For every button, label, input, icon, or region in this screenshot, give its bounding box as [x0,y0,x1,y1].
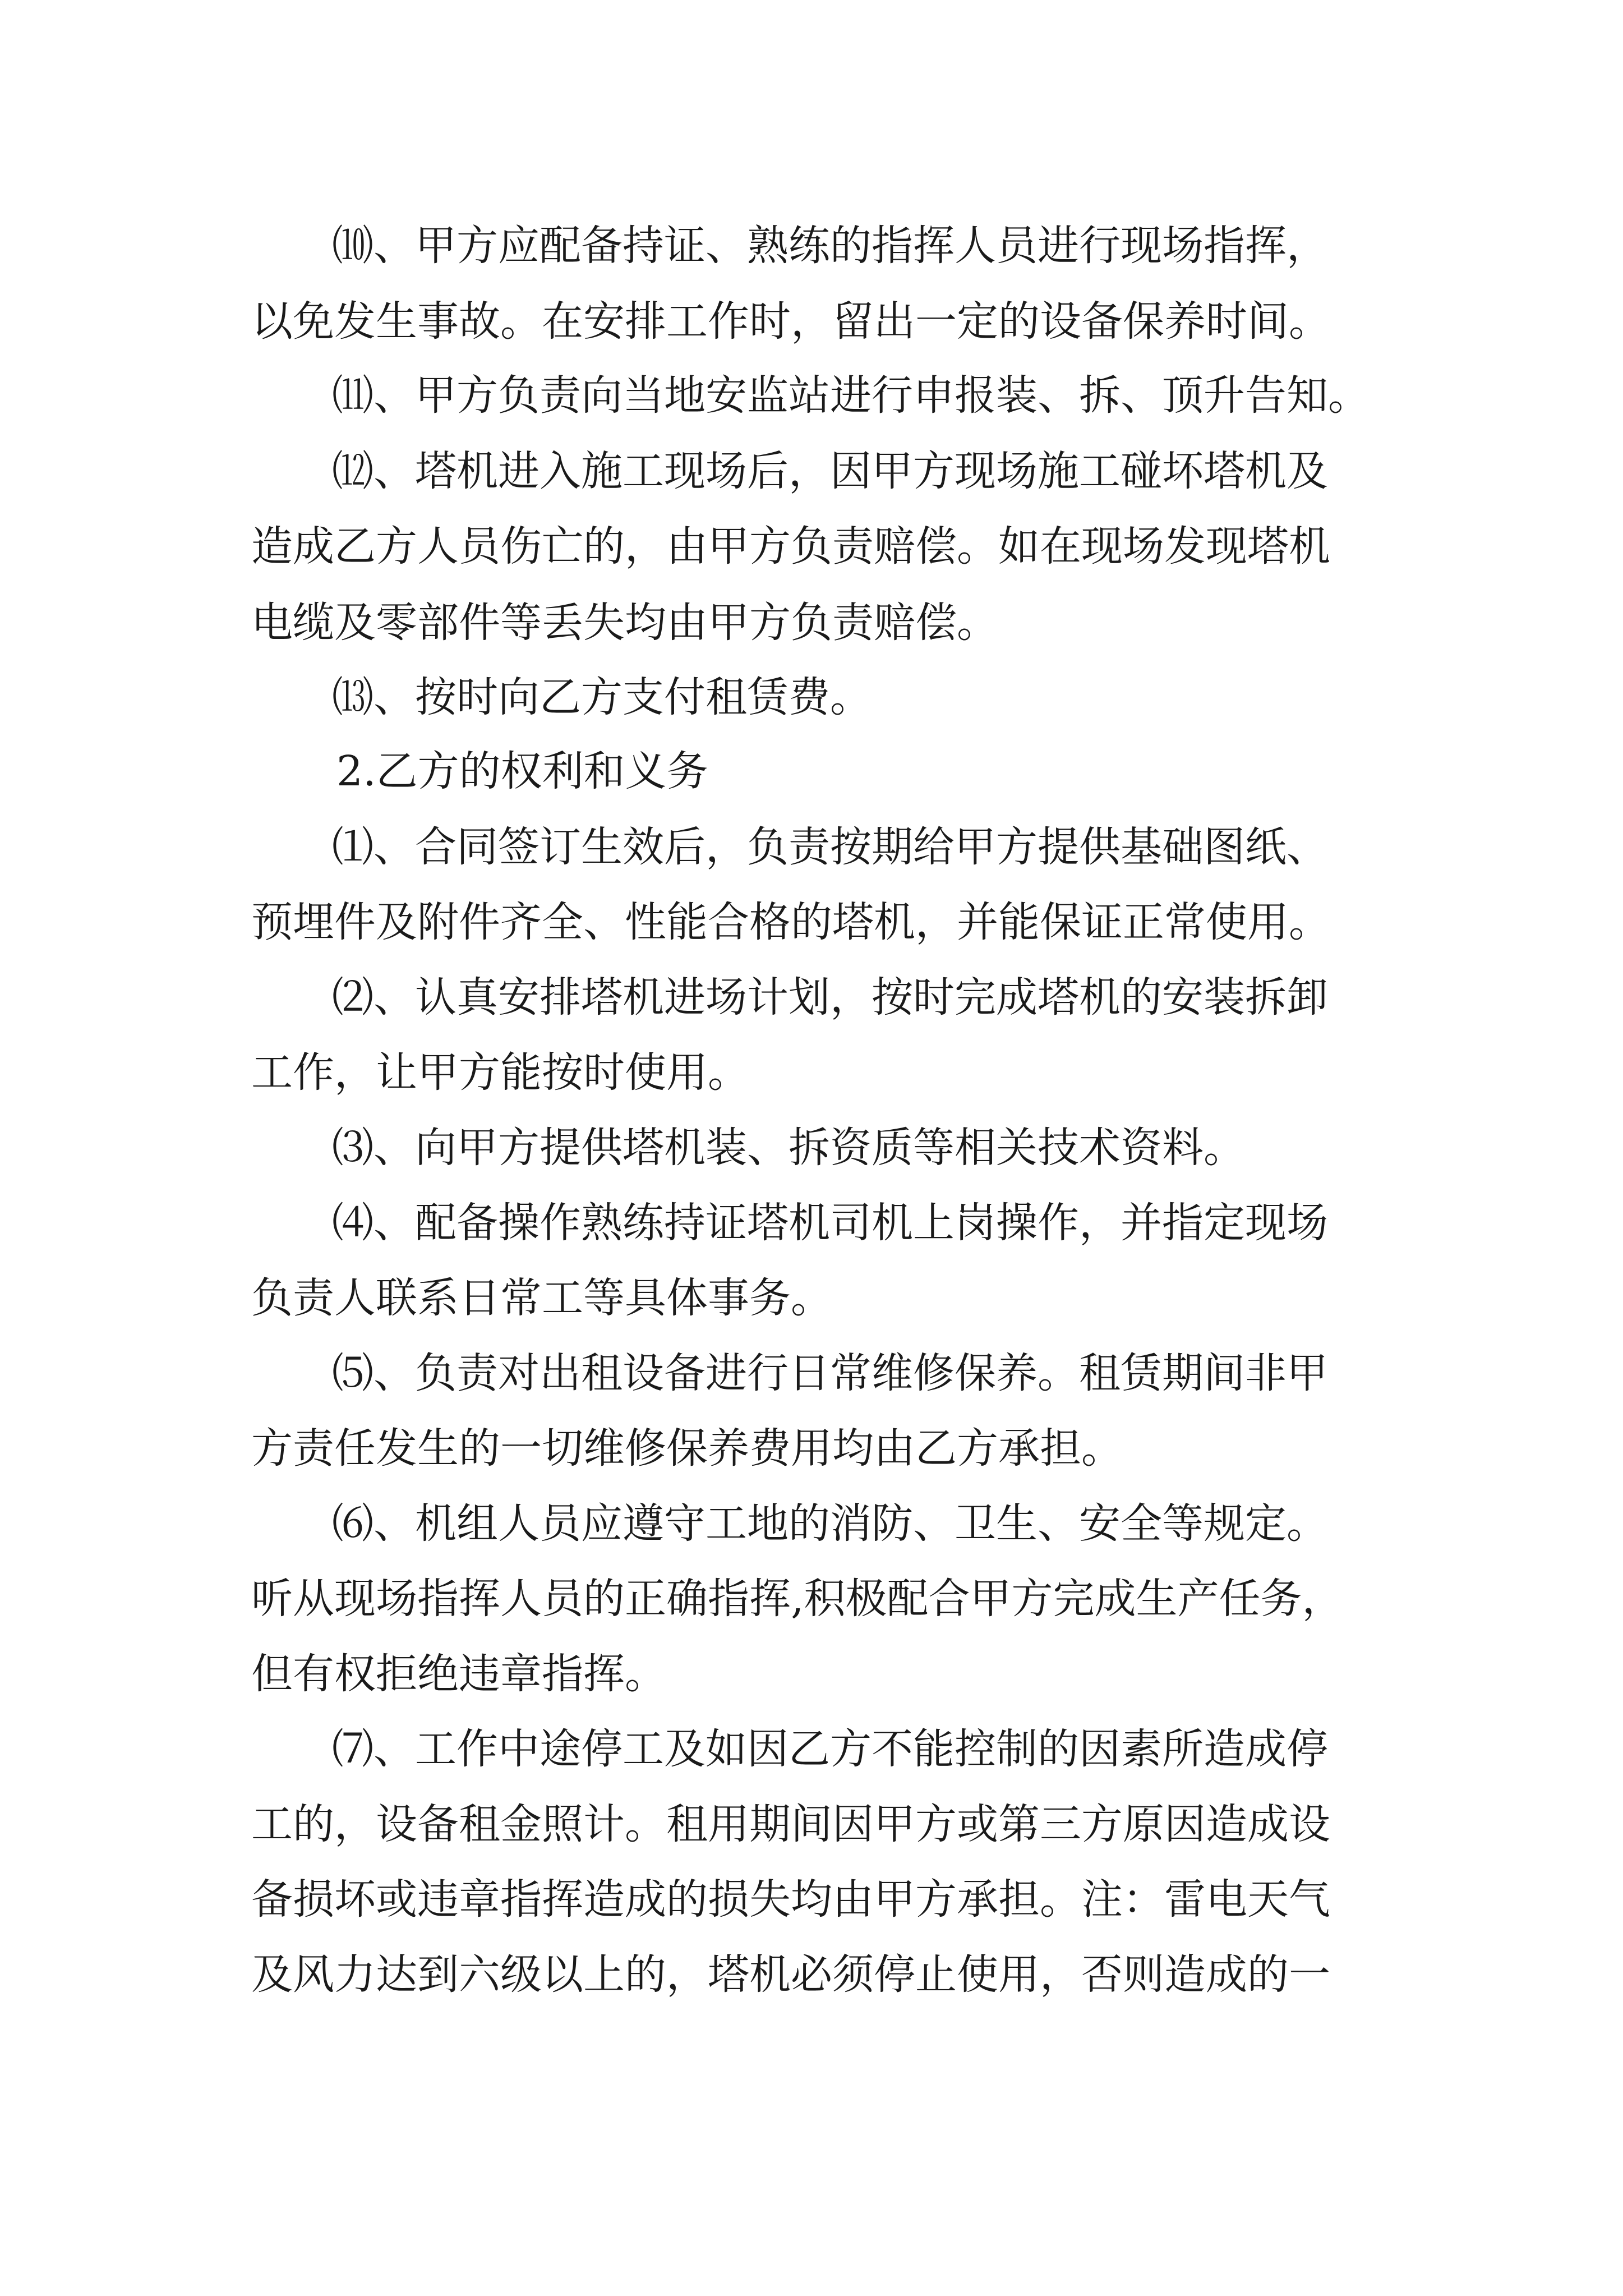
paragraph-line: ⑶、向甲方提供塔机装、拆资质等相关技术资料。 [332,1124,1245,1172]
paragraph-line: 造成乙方人员伤亡的，由甲方负责赔偿。如在现场发现塔机 [251,522,1330,570]
paragraph-line: 方责任发生的一切维修保养费用均由乙方承担。 [251,1424,1123,1473]
paragraph-line: ⑴、合同签订生效后，负责按期给甲方提供基础图纸、 [332,823,1328,871]
section-heading: 2.乙方的权利和义务 [336,747,708,795]
paragraph-line: 负责人联系日常工等具体事务。 [251,1274,832,1322]
paragraph-line: ⑵、认真安排塔机进场计划，按时完成塔机的安装拆卸 [332,973,1328,1022]
paragraph-line: ⑽、甲方应配备持证、熟练的指挥人员进行现场指挥， [332,222,1328,270]
paragraph-line: ⑾、甲方负责向当地安监站进行申报装、拆、顶升告知。 [332,371,1370,420]
paragraph-line: ⑿、塔机进入施工现场后，因甲方现场施工碰坏塔机及 [332,447,1328,495]
paragraph-line: 预埋件及附件齐全、性能合格的塔机，并能保证正常使用。 [251,898,1330,946]
paragraph-line: ⑸、负责对出租设备进行日常维修保养。租赁期间非甲 [332,1349,1328,1397]
paragraph-line: 工的，设备租金照计。租用期间因甲方或第三方原因造成设 [251,1800,1330,1848]
paragraph-line: ⑺、工作中途停工及如因乙方不能控制的因素所造成停 [332,1725,1328,1773]
paragraph-line: 工作，让甲方能按时使用。 [251,1048,749,1097]
paragraph-line: 及风力达到六级以上的，塔机必须停止使用，否则造成的一 [251,1950,1330,1999]
paragraph-line: ⑷、配备操作熟练持证塔机司机上岗操作，并指定现场 [332,1199,1328,1247]
paragraph-line: 但有权拒绝违章指挥。 [251,1650,666,1698]
paragraph-line: 以免发生事故。在安排工作时，留出一定的设备保养时间。 [251,297,1330,346]
paragraph-line: 听从现场指挥人员的正确指挥,积极配合甲方完成生产任务， [251,1575,1344,1623]
paragraph-line: 电缆及零部件等丢失均由甲方负责赔偿。 [251,599,998,647]
paragraph-line: ⒀、按时向乙方支付租赁费。 [332,673,872,721]
paragraph-line: ⑹、机组人员应遵守工地的消防、卫生、安全等规定。 [332,1499,1328,1548]
paragraph-line: 备损坏或违章指挥造成的损失均由甲方承担。注：雷电天气 [251,1875,1330,1924]
